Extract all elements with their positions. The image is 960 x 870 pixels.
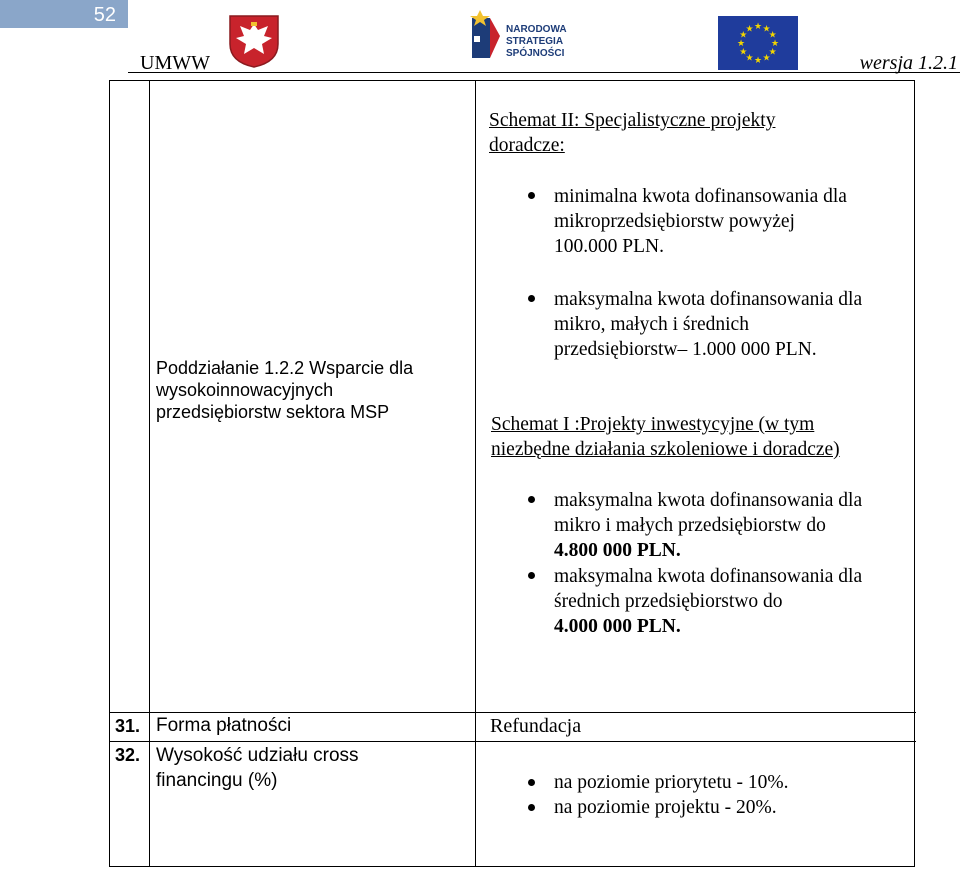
header-rule xyxy=(128,72,960,73)
bullet-dot xyxy=(528,779,535,786)
page-number: 52 xyxy=(0,0,128,28)
bullet-dot xyxy=(528,295,535,302)
bullet-dot xyxy=(528,496,535,503)
measure-name: Poddziałanie 1.2.2 Wsparcie dla wysokoinnowacyjnych przedsiębiorstw sektora MSP xyxy=(156,358,414,422)
eu-flag-logo xyxy=(718,16,798,70)
table-divider-number-col xyxy=(149,712,150,867)
scheme-2-bullet-1: minimalna kwota dofinansowania dla mikroprzedsiębiorstw powyżej 100.000 PLN. xyxy=(554,186,847,257)
bullet-dot xyxy=(528,192,535,199)
eu-star-icon: ★ xyxy=(745,23,754,34)
table-divider-middle xyxy=(475,81,476,867)
row-value-refundacja: Refundacja xyxy=(490,715,582,737)
eu-star-icon: ★ xyxy=(768,46,777,57)
eu-star-icon: ★ xyxy=(768,29,777,40)
narodowa-strategia-spojnosci-logo xyxy=(466,6,600,66)
cross-financing-project: na poziomie projektu - 20%. xyxy=(554,797,777,818)
row-label-forma-platnosci: Forma płatności xyxy=(156,715,292,736)
document-table xyxy=(109,80,915,867)
row-number-31: 31. xyxy=(115,716,141,736)
eu-star-icon: ★ xyxy=(753,21,763,31)
eu-star-icon: ★ xyxy=(762,23,771,34)
scheme-1-bullet-1: maksymalna kwota dofinansowania dla mikro i małych przedsiębiorstw do 4.800 000 PLN. xyxy=(554,490,863,561)
bullet-dot xyxy=(528,804,535,811)
scheme-1-heading: Schemat I :Projekty inwestycyjne (w tym niezbędne działania szkoleniowe i doradcze) xyxy=(491,414,840,460)
eu-star-icon: ★ xyxy=(745,52,754,63)
scheme-2-bullet-2: maksymalna kwota dofinansowania dla mikro, małych i średnich przedsiębiorstw– 1.000 000 PLN. xyxy=(554,289,863,360)
nss-logo-line2: STRATEGIA SPÓJNOŚCI xyxy=(506,36,565,59)
scheme-1-bullet-2: maksymalna kwota dofinansowania dla średnich przedsiębiorstwo do 4.000 000 PLN. xyxy=(554,566,863,637)
table-divider-left xyxy=(149,81,150,712)
row-label-cross-financing: Wysokość udziału cross financingu (%) xyxy=(156,745,359,791)
eu-star-icon: ★ xyxy=(753,55,763,65)
bullet-dot xyxy=(528,572,535,579)
nss-logo-line1: NARODOWA xyxy=(506,24,567,35)
eu-star-icon: ★ xyxy=(770,38,780,48)
row-number-32: 32. xyxy=(115,745,141,765)
eu-star-icon: ★ xyxy=(739,46,748,57)
eu-star-icon: ★ xyxy=(736,38,746,48)
eu-star-icon: ★ xyxy=(762,52,771,63)
header-left-text: UMWW xyxy=(140,52,210,74)
wielkopolska-eagle-logo xyxy=(228,14,280,68)
header-version-text: wersja 1.2.1 xyxy=(859,52,958,74)
table-row-divider-32 xyxy=(110,741,916,742)
scheme-2-heading: Schemat II: Specjalistyczne projekty doradcze: xyxy=(489,110,776,156)
eu-star-icon: ★ xyxy=(739,29,748,40)
cross-financing-priority: na poziomie priorytetu - 10%. xyxy=(554,772,789,793)
